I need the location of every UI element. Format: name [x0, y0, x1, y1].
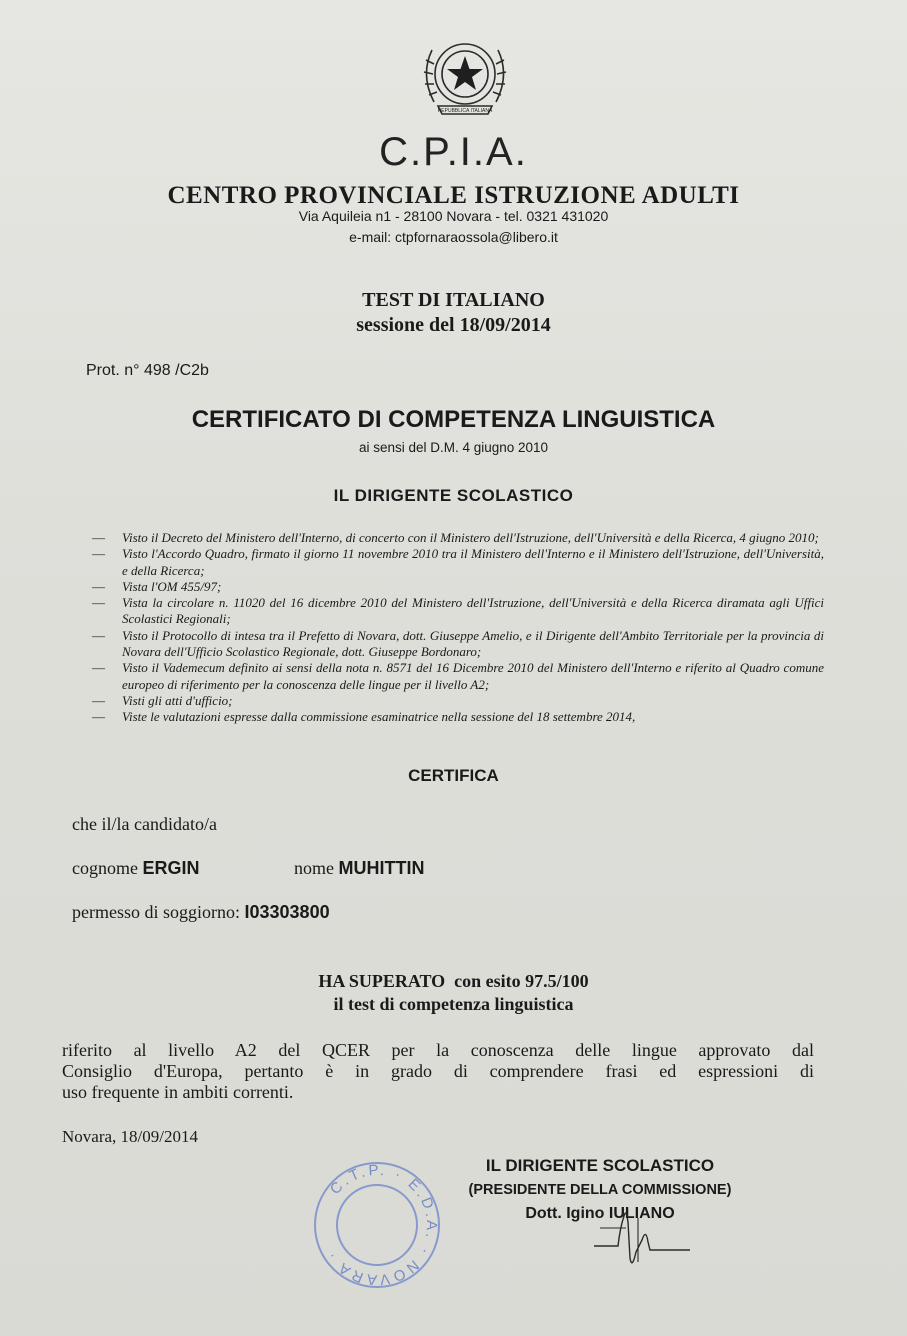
signatory-title: IL DIRIGENTE SCOLASTICO	[485, 1156, 715, 1175]
republic-emblem-icon	[412, 30, 518, 126]
list-item: — Visto il Decreto del Ministero dell'Interno, di concerto con il Ministero dell'Istruzione, dell'Università e della Ricerca, 4 giugno 2010;	[92, 530, 824, 546]
description-line: riferito al livello A2 del QCER per la conoscenza delle lingue approvato dal	[62, 1040, 814, 1060]
list-item: — Viste le valutazioni espresse dalla commissione esaminatrice nella sessione del 18 settembre 2014,	[92, 709, 824, 725]
place-date: Novara, 18/09/2014	[62, 1127, 198, 1146]
list-item: — Visto il Vademecum definito ai sensi della nota n. 8571 del 16 Dicembre 2010 del Ministero dell'Interno e riferito al Quadro comune europeo di riferimento per la conoscenza delle lingue per il livello A2;	[92, 660, 824, 693]
institution-address: Via Aquileia n1 - 28100 Novara - tel. 0321 431020	[298, 208, 609, 224]
candidate-name: MUHITTIN	[338, 858, 425, 878]
list-item: — Vista la circolare n. 11020 del 16 dicembre 2010 del Ministero dell'Istruzione, dell'Università e della Ricerca diramata agli Uffici Scolastici Regionali;	[92, 595, 824, 628]
result-test: il test di competenza linguistica	[333, 994, 574, 1014]
signatory-role: (PRESIDENTE DELLA COMMISSIONE)	[468, 1182, 732, 1198]
session-date: sessione del 18/09/2014	[356, 314, 551, 336]
recitals-list	[92, 530, 824, 726]
list-item: — Visti gli atti d'ufficio;	[92, 693, 824, 709]
name-label: nome	[294, 858, 334, 878]
list-item: — Visto il Protocollo di intesa tra il Prefetto di Novara, dott. Giuseppe Amelio, e il Dirigente dell'Ambito Territoriale per la provincia di Novara dell'Ufficio Scolastico Regionale, dott. Giuseppe Bordonaro;	[92, 628, 824, 661]
result-block	[0, 970, 907, 1016]
svg-text:C.T.P. · E.D.A. · NOVARA ·: C.T.P. · E.D.A. · NOVARA ·	[321, 1161, 441, 1289]
description-line: uso frequente in ambiti correnti.	[62, 1082, 294, 1102]
test-title: TEST DI ITALIANO	[362, 289, 545, 311]
result-score: HA SUPERATO con esito 97.5/100	[318, 971, 589, 991]
institution-name: CENTRO PROVINCIALE ISTRUZIONE ADULTI	[167, 182, 740, 209]
protocol-number: Prot. n° 498 /C2b	[86, 362, 209, 379]
handwritten-signature	[590, 1188, 700, 1278]
candidate-surname: ERGIN	[142, 858, 200, 878]
competence-description	[62, 1040, 814, 1103]
candidate-intro: che il/la candidato/a	[72, 814, 217, 834]
list-item: — Visto l'Accordo Quadro, firmato il giorno 11 novembre 2010 tra il Ministero dell'Interno e il Ministero dell'Istruzione, dell'Università, e della Ricerca;	[92, 546, 824, 579]
acronym: C.P.I.A.	[379, 130, 528, 174]
permit-label: permesso di soggiorno:	[72, 902, 240, 922]
certifica-heading: CERTIFICA	[408, 766, 499, 785]
official-stamp	[312, 1160, 442, 1290]
institution-email: e-mail: ctpfornaraossola@libero.it	[349, 229, 558, 245]
surname-label: cognome	[72, 858, 138, 878]
candidate-name-row	[294, 858, 424, 879]
permit-row	[72, 902, 330, 923]
description-line: Consiglio d'Europa, pertanto è in grado di comprendere frasi ed espressioni di	[62, 1061, 814, 1081]
signatory-name: Dott. Igino IULIANO	[525, 1205, 675, 1222]
list-item: — Vista l'OM 455/97;	[92, 579, 824, 595]
candidate-surname-row	[72, 858, 200, 879]
session-block	[0, 288, 907, 338]
permit-number: I03303800	[244, 902, 330, 922]
authority-heading: IL DIRIGENTE SCOLASTICO	[333, 486, 574, 505]
legal-basis: ai sensi del D.M. 4 giugno 2010	[358, 440, 549, 455]
svg-text:REPUBBLICA ITALIANA: REPUBBLICA ITALIANA	[437, 108, 493, 114]
certificate-title: CERTIFICATO DI COMPETENZA LINGUISTICA	[191, 406, 716, 433]
